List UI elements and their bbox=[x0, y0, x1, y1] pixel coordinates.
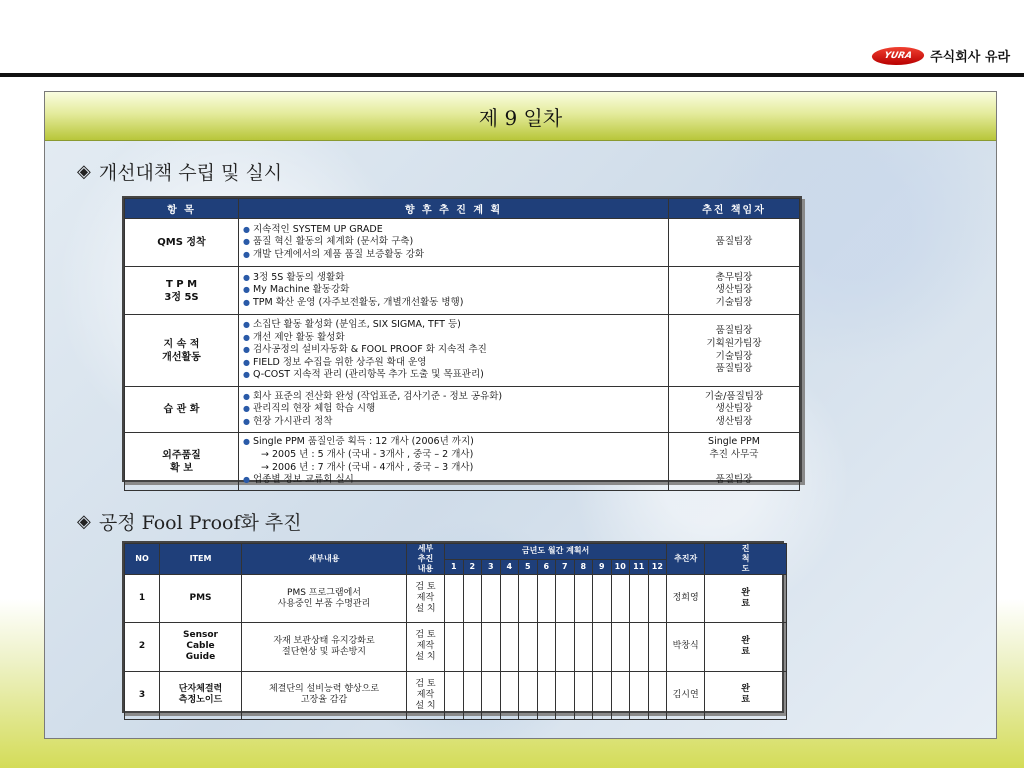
plan-text: Single PPM 품질인증 획득 : 12 개사 (2006년 까지) bbox=[252, 436, 474, 448]
page-title: 제 9 일차 bbox=[478, 105, 563, 130]
month-header: 3 bbox=[482, 559, 501, 575]
month-header: 1 bbox=[445, 559, 464, 575]
item-label: 지 속 적 bbox=[163, 338, 200, 350]
page-header bbox=[0, 0, 1024, 78]
row-progress bbox=[705, 575, 787, 623]
row-plans bbox=[239, 315, 669, 387]
month-cell bbox=[537, 575, 556, 623]
table-row bbox=[125, 387, 800, 433]
company-name: 주식회사 유라 bbox=[930, 50, 1010, 65]
owner-name: 총무팀장 bbox=[715, 271, 753, 283]
month-cell bbox=[463, 671, 482, 719]
plan-text: → 2005 년 : 5 개사 (국내 - 3개사 , 중국 – 2 개사) bbox=[261, 448, 474, 460]
row-item bbox=[160, 623, 242, 671]
detail-line: 절단현상 및 파손방지 bbox=[282, 646, 366, 657]
month-cell bbox=[630, 575, 649, 623]
item-line: 단자체결력 bbox=[178, 684, 223, 695]
owner-name: 품질팀장 bbox=[715, 363, 753, 375]
item-line: Guide bbox=[185, 652, 216, 663]
method-line: 설 치 bbox=[415, 700, 436, 711]
bullet-icon: ● bbox=[243, 237, 250, 247]
plan-text: 현장 가시관리 정착 bbox=[252, 415, 333, 427]
row-plans bbox=[239, 433, 669, 491]
detail-line: 자재 보관상태 유지강화로 bbox=[273, 635, 375, 646]
row-item bbox=[125, 315, 239, 387]
month-cell bbox=[519, 575, 538, 623]
month-cell bbox=[593, 671, 612, 719]
item-line: Cable bbox=[186, 641, 215, 652]
row-item bbox=[160, 671, 242, 719]
plan-line bbox=[243, 249, 664, 262]
diamond-bullet-icon: ◈ bbox=[77, 511, 91, 532]
row-plans bbox=[239, 267, 669, 315]
header-method bbox=[407, 544, 445, 575]
row-method bbox=[407, 671, 445, 719]
method-line: 설 치 bbox=[415, 652, 436, 663]
progress-line: 료 bbox=[741, 695, 750, 706]
bullet-icon: ● bbox=[243, 332, 250, 342]
owner-name: 품질팀장 bbox=[715, 325, 753, 337]
month-cell bbox=[537, 623, 556, 671]
progress-line: 료 bbox=[741, 646, 750, 657]
bullet-icon: ● bbox=[243, 357, 250, 367]
method-line: 제작 bbox=[416, 593, 435, 604]
bullet-icon: ● bbox=[243, 249, 250, 259]
item-label: T P M bbox=[165, 278, 198, 290]
row-progress bbox=[705, 623, 787, 671]
row-owner: 정희영 bbox=[667, 575, 705, 623]
plan-line bbox=[243, 391, 664, 404]
header-item: ITEM bbox=[160, 544, 242, 575]
row-no: 2 bbox=[125, 623, 160, 671]
month-cell bbox=[593, 575, 612, 623]
plan-line bbox=[243, 449, 664, 462]
plan-line bbox=[243, 332, 664, 345]
month-header: 6 bbox=[537, 559, 556, 575]
header-rule bbox=[0, 73, 1024, 77]
plan-line bbox=[243, 462, 664, 475]
progress-line: 료 bbox=[741, 598, 750, 609]
month-cell bbox=[537, 671, 556, 719]
plan-text: 3정 5S 활동의 생활화 bbox=[252, 271, 345, 283]
owner-name: 품질팀장 bbox=[715, 474, 753, 486]
bullet-icon: ● bbox=[243, 370, 250, 380]
month-cell bbox=[648, 671, 667, 719]
header-progress-line: 진 bbox=[741, 544, 750, 553]
plan-text: 소집단 활동 활성화 (분임조, SIX SIGMA, TFT 등) bbox=[252, 319, 461, 331]
item-label: 습 관 화 bbox=[163, 404, 200, 415]
item-line: Sensor bbox=[183, 630, 218, 641]
month-cell bbox=[463, 623, 482, 671]
month-cell bbox=[611, 623, 630, 671]
table-header-row bbox=[125, 199, 800, 219]
row-owners bbox=[669, 315, 800, 387]
method-line: 제작 bbox=[416, 641, 435, 652]
header-detail: 세부내용 bbox=[242, 544, 407, 575]
item-label: QMS 정착 bbox=[157, 237, 206, 248]
header-item: 항 목 bbox=[125, 199, 239, 219]
plan-line bbox=[243, 416, 664, 429]
month-cell bbox=[556, 671, 575, 719]
plan-text: 품질 혁신 활동의 체계화 (문서화 구축) bbox=[252, 236, 414, 248]
header-no: NO bbox=[125, 544, 160, 575]
method-line: 검 토 bbox=[415, 582, 436, 593]
plan-line bbox=[243, 297, 664, 310]
month-header: 4 bbox=[500, 559, 519, 575]
bullet-icon: ● bbox=[243, 320, 250, 330]
method-line: 검 토 bbox=[415, 678, 436, 689]
month-cell bbox=[482, 575, 501, 623]
method-line: 제작 bbox=[416, 689, 435, 700]
owner-name: 기획원가팀장 bbox=[706, 337, 762, 349]
row-no: 3 bbox=[125, 671, 160, 719]
table-row bbox=[125, 671, 787, 719]
row-owners bbox=[669, 219, 800, 267]
row-detail bbox=[242, 575, 407, 623]
plan-line bbox=[243, 272, 664, 285]
diamond-bullet-icon: ◈ bbox=[77, 161, 91, 182]
table-row bbox=[125, 315, 800, 387]
item-label: 3정 5S bbox=[164, 291, 199, 303]
month-cell bbox=[500, 575, 519, 623]
bullet-icon: ● bbox=[243, 297, 250, 307]
item-line: 측정노이드 bbox=[178, 695, 223, 706]
row-item bbox=[125, 387, 239, 433]
owner-name: 기술팀장 bbox=[715, 350, 753, 362]
month-cell bbox=[482, 623, 501, 671]
table-row bbox=[125, 219, 800, 267]
bullet-icon: ● bbox=[243, 391, 250, 401]
plan-text: 회사 표준의 전산화 완성 (작업표준, 검사기준 - 정보 공유화) bbox=[252, 390, 503, 402]
owner-name: 생산팀장 bbox=[715, 284, 753, 296]
month-cell bbox=[519, 671, 538, 719]
method-line: 검 토 bbox=[415, 630, 436, 641]
item-label: 확 보 bbox=[170, 462, 193, 474]
row-item bbox=[125, 267, 239, 315]
table-row bbox=[125, 433, 800, 491]
plan-text: 검사공정의 설비자동화 & FOOL PROOF 화 지속적 추진 bbox=[252, 344, 487, 356]
month-cell bbox=[445, 623, 464, 671]
month-cell bbox=[574, 671, 593, 719]
row-owners bbox=[669, 267, 800, 315]
plan-text: My Machine 활동강화 bbox=[252, 284, 350, 296]
header-plan: 향 후 추 진 계 획 bbox=[239, 199, 669, 219]
header-method-line: 내용 bbox=[417, 564, 434, 573]
header-owner: 추진자 bbox=[667, 544, 705, 575]
bullet-icon: ● bbox=[243, 285, 250, 295]
bullet-icon: ● bbox=[243, 437, 250, 447]
plan-text: 지속적인 SYSTEM UP GRADE bbox=[252, 223, 383, 235]
schedule-table bbox=[124, 543, 787, 720]
header-progress-line: 도 bbox=[741, 564, 750, 573]
table-header-row bbox=[125, 544, 787, 560]
owner-name: 생산팀장 bbox=[715, 415, 753, 427]
month-header: 5 bbox=[519, 559, 538, 575]
month-cell bbox=[500, 671, 519, 719]
row-detail bbox=[242, 671, 407, 719]
detail-line: 체결단의 설비능력 향상으로 bbox=[268, 684, 380, 695]
month-cell bbox=[630, 623, 649, 671]
month-header: 12 bbox=[648, 559, 667, 575]
yura-logo-mark: YURA bbox=[870, 47, 926, 65]
row-item bbox=[125, 219, 239, 267]
header-progress bbox=[705, 544, 787, 575]
section-heading-2 bbox=[77, 508, 302, 535]
progress-line: 완 bbox=[741, 684, 750, 695]
row-no: 1 bbox=[125, 575, 160, 623]
title-bar bbox=[45, 92, 996, 141]
row-progress bbox=[705, 671, 787, 719]
owner-name: Single PPM bbox=[708, 436, 760, 448]
header-progress-line: 척 bbox=[741, 554, 750, 563]
row-method bbox=[407, 575, 445, 623]
plan-line bbox=[243, 403, 664, 416]
month-cell bbox=[445, 575, 464, 623]
header-method-line: 세부 bbox=[417, 544, 434, 553]
owner-name: 추진 사무국 bbox=[709, 448, 759, 460]
plan-line bbox=[243, 224, 664, 237]
detail-line: 사용중인 부품 수명관리 bbox=[277, 598, 371, 609]
row-detail bbox=[242, 623, 407, 671]
month-cell bbox=[463, 575, 482, 623]
table-row bbox=[125, 267, 800, 315]
month-cell bbox=[648, 575, 667, 623]
row-plans bbox=[239, 387, 669, 433]
plan-line bbox=[243, 357, 664, 370]
month-cell bbox=[611, 575, 630, 623]
row-owner: 김시연 bbox=[667, 671, 705, 719]
owner-name: 품질팀장 bbox=[715, 236, 753, 248]
month-cell bbox=[482, 671, 501, 719]
fool-proof-table bbox=[122, 541, 784, 713]
slide-panel bbox=[44, 91, 997, 739]
plan-line bbox=[243, 474, 664, 487]
plan-text: TPM 확산 운영 (자주보전활동, 개별개선활동 병행) bbox=[252, 296, 464, 308]
header-method-line: 추진 bbox=[417, 554, 434, 563]
owner-name: 기술/품질팀장 bbox=[704, 390, 764, 402]
month-header: 9 bbox=[593, 559, 612, 575]
table-row bbox=[125, 575, 787, 623]
month-header: 8 bbox=[574, 559, 593, 575]
month-header: 10 bbox=[611, 559, 630, 575]
progress-line: 완 bbox=[741, 635, 750, 646]
header-schedule: 금년도 월간 계획서 bbox=[445, 544, 667, 560]
bullet-icon: ● bbox=[243, 475, 250, 485]
plan-line bbox=[243, 319, 664, 332]
plan-text: Q-COST 지속적 관리 (관리항목 추가 도출 및 목표관리) bbox=[252, 369, 484, 381]
month-cell bbox=[500, 623, 519, 671]
plan-line bbox=[243, 369, 664, 382]
plan-text: 개발 단계에서의 제품 품질 보증활동 강화 bbox=[252, 248, 425, 260]
row-plans bbox=[239, 219, 669, 267]
month-cell bbox=[648, 623, 667, 671]
row-owners bbox=[669, 387, 800, 433]
owner-name bbox=[669, 462, 799, 475]
row-owners bbox=[669, 433, 800, 491]
section-heading-1 bbox=[77, 158, 282, 185]
plan-text: FIELD 정보 수집을 위한 상주원 확대 운영 bbox=[252, 356, 427, 368]
owner-name: 기술팀장 bbox=[715, 296, 753, 308]
plan-table bbox=[124, 198, 800, 491]
plan-text: 개선 제안 활동 활성화 bbox=[252, 331, 345, 343]
detail-line: PMS 프로그램에서 bbox=[287, 587, 361, 598]
plan-text: 업종별 정보 교류회 실시 bbox=[252, 474, 354, 486]
row-method bbox=[407, 623, 445, 671]
month-cell bbox=[611, 671, 630, 719]
row-item bbox=[125, 433, 239, 491]
detail-line: 고장율 감감 bbox=[300, 695, 348, 706]
plan-line bbox=[243, 436, 664, 449]
method-line: 설 치 bbox=[415, 604, 436, 615]
improvement-plan-table bbox=[122, 196, 802, 486]
item-line: PMS bbox=[189, 593, 212, 604]
month-cell bbox=[445, 671, 464, 719]
bullet-icon: ● bbox=[243, 345, 250, 355]
month-header: 7 bbox=[556, 559, 575, 575]
owner-name: 생산팀장 bbox=[715, 403, 753, 415]
item-label: 개선활동 bbox=[162, 351, 201, 363]
month-cell bbox=[593, 623, 612, 671]
month-cell bbox=[630, 671, 649, 719]
item-label: 외주품질 bbox=[162, 449, 201, 461]
bullet-icon: ● bbox=[243, 272, 250, 282]
month-header: 11 bbox=[630, 559, 649, 575]
plan-text: 관리직의 현장 체험 학습 시행 bbox=[252, 403, 376, 415]
section-title: 공정 Fool Proof화 추진 bbox=[98, 512, 302, 534]
header-owner: 추진 책임자 bbox=[669, 199, 800, 219]
table-row bbox=[125, 623, 787, 671]
month-cell bbox=[519, 623, 538, 671]
month-header: 2 bbox=[463, 559, 482, 575]
row-owner: 박창식 bbox=[667, 623, 705, 671]
company-logo bbox=[872, 46, 1010, 65]
month-cell bbox=[574, 575, 593, 623]
month-cell bbox=[556, 575, 575, 623]
bullet-icon: ● bbox=[243, 224, 250, 234]
plan-line bbox=[243, 344, 664, 357]
plan-text: → 2006 년 : 7 개사 (국내 - 4개사 , 중국 – 3 개사) bbox=[261, 461, 474, 473]
row-item bbox=[160, 575, 242, 623]
bullet-icon: ● bbox=[243, 404, 250, 414]
bullet-icon: ● bbox=[243, 416, 250, 426]
progress-line: 완 bbox=[741, 587, 750, 598]
section-title: 개선대책 수립 및 실시 bbox=[98, 162, 283, 184]
plan-line bbox=[243, 236, 664, 249]
month-cell bbox=[574, 623, 593, 671]
month-cell bbox=[556, 623, 575, 671]
plan-line bbox=[243, 284, 664, 297]
